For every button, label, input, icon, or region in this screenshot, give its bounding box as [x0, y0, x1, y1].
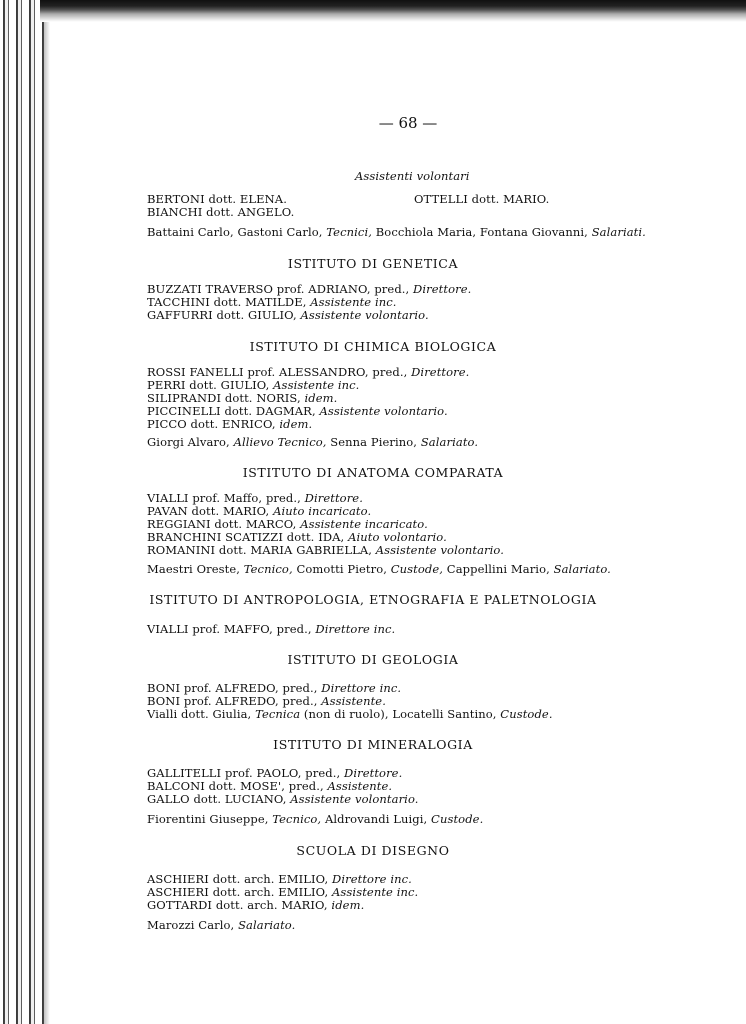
- section-heading: [0, 465, 746, 480]
- text-segment: ISTITUTO DI CHIMICA BIOLOGICA: [249, 339, 497, 354]
- text-segment: Senna Pierino,: [326, 435, 421, 449]
- italic-segment: Salariati.: [591, 225, 646, 239]
- text-line: [147, 418, 312, 431]
- text-line: [147, 226, 646, 239]
- italic-segment: Salariato.: [420, 435, 479, 449]
- italic-segment: Direttore inc.: [332, 872, 412, 886]
- italic-segment: Custode.: [500, 707, 553, 721]
- section-heading: [0, 256, 746, 271]
- text-line: [147, 899, 364, 912]
- text-line: [147, 708, 553, 721]
- text-segment: VIALLI prof. Maffo, pred.,: [147, 491, 305, 505]
- text-segment: VIALLI prof. MAFFO, pred.,: [147, 622, 316, 636]
- italic-segment: Assistente volontario.: [300, 308, 429, 322]
- section-heading: [0, 843, 746, 858]
- text-line: [147, 563, 611, 576]
- text-segment: GALLO dott. LUCIANO,: [147, 792, 291, 806]
- italic-segment: Tecnica: [255, 707, 301, 721]
- text-segment: Marozzi Carlo,: [147, 918, 239, 932]
- text-line: [147, 436, 478, 449]
- text-line: [414, 193, 549, 206]
- text-segment: ROMANINI dott. MARIA GABRIELLA,: [147, 543, 376, 557]
- section-heading: [0, 652, 746, 667]
- text-line: [147, 919, 295, 932]
- text-segment: Aldrovandi Luigi,: [321, 812, 432, 826]
- text-segment: PICCINELLI dott. DAGMAR,: [147, 404, 320, 418]
- text-segment: (non di ruolo), Locatelli Santino,: [300, 707, 501, 721]
- italic-segment: Custode.: [431, 812, 484, 826]
- italic-segment: Assistente volontario.: [290, 792, 419, 806]
- text-segment: ISTITUTO DI ANATOMA COMPARATA: [242, 465, 504, 480]
- text-segment: GAFFURRI dott. GIULIO,: [147, 308, 301, 322]
- text-segment: SCUOLA DI DISEGNO: [296, 843, 450, 858]
- italic-segment: Assistenti volontari: [355, 169, 470, 183]
- text-segment: ASCHIERI dott. arch. EMILIO,: [147, 885, 333, 899]
- text-segment: ISTITUTO DI GEOLOGIA: [287, 652, 459, 667]
- text-segment: ROSSI FANELLI prof. ALESSANDRO, pred.,: [147, 365, 412, 379]
- italic-segment: Assistente.: [321, 694, 386, 708]
- italic-segment: Aiuto incaricato.: [273, 504, 372, 518]
- italic-segment: Direttore.: [413, 282, 472, 296]
- text-segment: GOTTARDI dott. arch. MARIO,: [147, 898, 332, 912]
- text-segment: PICCO dott. ENRICO,: [147, 417, 280, 431]
- text-segment: BRANCHINI SCATIZZI dott. IDA,: [147, 530, 349, 544]
- text-line: [147, 206, 294, 219]
- text-segment: Fiorentini Giuseppe,: [147, 812, 273, 826]
- text-segment: Giorgi Alvaro,: [147, 435, 234, 449]
- section-heading: [0, 592, 746, 607]
- italic-segment: Direttore.: [344, 766, 403, 780]
- text-segment: REGGIANI dott. MARCO,: [147, 517, 301, 531]
- text-segment: SILIPRANDI dott. NORIS,: [147, 391, 305, 405]
- italic-segment: Direttore.: [304, 491, 363, 505]
- italic-segment: Salariato.: [553, 562, 611, 576]
- italic-segment: Assistente incaricato.: [300, 517, 428, 531]
- italic-segment: idem.: [304, 391, 338, 405]
- text-segment: Comotti Pietro,: [292, 562, 391, 576]
- text-segment: ISTITUTO DI ANTROPOLOGIA, ETNOGRAFIA E PALETNOLOGIA: [149, 592, 597, 607]
- italic-segment: Tecnico,: [243, 562, 293, 576]
- italic-segment: Salariato.: [238, 918, 296, 932]
- italic-segment: Assistente volontario.: [319, 404, 448, 418]
- text-line: [147, 623, 395, 636]
- italic-segment: Assistente inc.: [332, 885, 419, 899]
- text-segment: Cappellini Mario,: [443, 562, 554, 576]
- text-line: [147, 793, 419, 806]
- text-line: [147, 309, 429, 322]
- section-heading: [355, 170, 470, 183]
- section-heading: [0, 737, 746, 752]
- text-segment: Maestri Oreste,: [147, 562, 244, 576]
- text-line: [147, 544, 504, 557]
- text-segment: BIANCHI dott. ANGELO.: [147, 205, 295, 219]
- italic-segment: Direttore inc.: [321, 681, 402, 695]
- text-segment: BONI prof. ALFREDO, pred.,: [147, 681, 322, 695]
- italic-segment: Aiuto volontario.: [348, 530, 447, 544]
- section-heading: [0, 339, 746, 354]
- italic-segment: Assistente volontario.: [375, 543, 505, 557]
- text-segment: BERTONI dott. ELENA.: [147, 192, 287, 206]
- italic-segment: Assistente inc.: [273, 378, 360, 392]
- text-segment: ISTITUTO DI GENETICA: [287, 256, 459, 271]
- italic-segment: Allievo Tecnico,: [233, 435, 327, 449]
- text-segment: ASCHIERI dott. arch. EMILIO,: [147, 872, 333, 886]
- text-segment: OTTELLI dott. MARIO.: [414, 192, 550, 206]
- text-segment: PAVAN dott. MARIO,: [147, 504, 274, 518]
- italic-segment: Tecnici,: [326, 225, 372, 239]
- text-segment: TACCHINI dott. MATILDE,: [147, 295, 311, 309]
- text-segment: Battaini Carlo, Gastoni Carlo,: [147, 225, 327, 239]
- italic-segment: Assistente inc.: [310, 295, 397, 309]
- italic-segment: Assistente.: [327, 779, 393, 793]
- text-segment: BALCONI dott. MOSE', pred.,: [147, 779, 328, 793]
- text-line: [147, 813, 483, 826]
- italic-segment: Tecnico,: [272, 812, 322, 826]
- text-segment: BUZZATI TRAVERSO prof. ADRIANO, pred.,: [147, 282, 414, 296]
- text-segment: ISTITUTO DI MINERALOGIA: [273, 737, 473, 752]
- italic-segment: Direttore inc.: [315, 622, 396, 636]
- italic-segment: idem.: [279, 417, 313, 431]
- text-segment: Vialli dott. Giulia,: [147, 707, 256, 721]
- text-segment: BONI prof. ALFREDO, pred.,: [147, 694, 322, 708]
- text-segment: GALLITELLI prof. PAOLO, pred.,: [147, 766, 344, 780]
- italic-segment: Custode,: [390, 562, 444, 576]
- text-segment: Bocchiola Maria, Fontana Giovanni,: [371, 225, 592, 239]
- italic-segment: idem.: [331, 898, 365, 912]
- page-number: — 68 —: [378, 114, 438, 132]
- text-segment: PERRI dott. GIULIO,: [147, 378, 274, 392]
- italic-segment: Direttore.: [411, 365, 470, 379]
